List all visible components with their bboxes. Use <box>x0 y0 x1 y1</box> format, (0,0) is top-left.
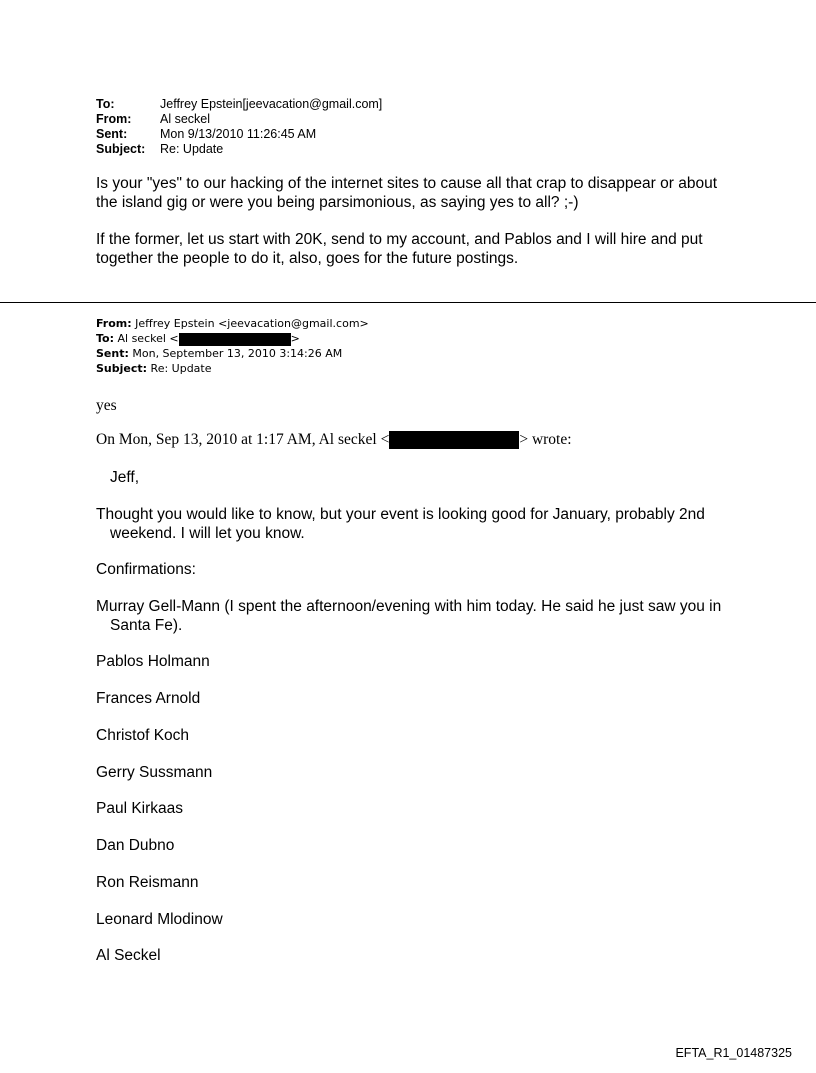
to-label: To: <box>96 97 115 111</box>
sent-label: Sent: <box>96 127 128 141</box>
q-sent-label: Sent: <box>96 347 129 360</box>
q-from-value: Jeffrey Epstein <jeevacation@gmail.com> <box>135 317 369 330</box>
confirmation-name: Paul Kirkaas <box>96 800 184 817</box>
confirmation-name: Gerry Sussmann <box>96 764 213 781</box>
wrote-line <box>96 430 736 449</box>
body-paragraph-1: Is your "yes" to our hacking of the internet sites to cause all that crap to disappear or about the island gig or were you being parsimonious, as saying yes to all? ;-) <box>96 175 718 211</box>
confirmation-name: Leonard Mlodinow <box>96 911 223 928</box>
subject-label: Subject: <box>96 142 146 156</box>
email-header <box>96 97 382 157</box>
q-to-prefix: Al seckel < <box>117 332 179 345</box>
q-sent-value: Mon, September 13, 2010 3:14:26 AM <box>132 347 343 360</box>
confirmation-name: Frances Arnold <box>96 690 201 707</box>
from-label: From: <box>96 112 132 126</box>
confirmation-name: Pablos Holmann <box>96 653 210 670</box>
q-subject-label: Subject: <box>96 362 148 375</box>
event-paragraph: Thought you would like to know, but your event is looking good for January, probably 2nd weekend. I will let you know. <box>96 506 705 542</box>
subject-value: Re: Update <box>160 142 224 156</box>
redaction-box <box>389 431 519 449</box>
murray-paragraph: Murray Gell-Mann (I spent the afternoon/evening with him today. He said he just saw you in Santa Fe). <box>96 598 722 634</box>
q-to-label: To: <box>96 332 114 345</box>
document-id: EFTA_R1_01487325 <box>675 1046 792 1060</box>
quoted-header <box>96 316 369 376</box>
redaction-box <box>179 333 291 346</box>
q-subject-value: Re: Update <box>150 362 212 375</box>
wrote-suffix: > wrote: <box>519 431 572 448</box>
confirmation-name: Al Seckel <box>96 947 161 964</box>
to-value: Jeffrey Epstein[jeevacation@gmail.com] <box>160 97 383 111</box>
greeting: Jeff, <box>110 469 140 486</box>
from-value: Al seckel <box>160 112 211 126</box>
confirmation-name: Dan Dubno <box>96 837 175 854</box>
q-to-suffix: > <box>290 332 300 345</box>
confirmation-name: Ron Reismann <box>96 874 199 891</box>
q-from-label: From: <box>96 317 132 330</box>
confirmations-label: Confirmations: <box>96 561 196 578</box>
confirmation-name: Christof Koch <box>96 727 190 744</box>
sent-value: Mon 9/13/2010 11:26:45 AM <box>160 127 317 141</box>
divider <box>0 302 816 303</box>
wrote-prefix: On Mon, Sep 13, 2010 at 1:17 AM, Al seckel < <box>96 431 390 448</box>
body-paragraph-2: If the former, let us start with 20K, send to my account, and Pablos and I will hire and put together the people to do it, also, goes for the future postings. <box>96 231 703 267</box>
reply-yes: yes <box>96 397 117 414</box>
